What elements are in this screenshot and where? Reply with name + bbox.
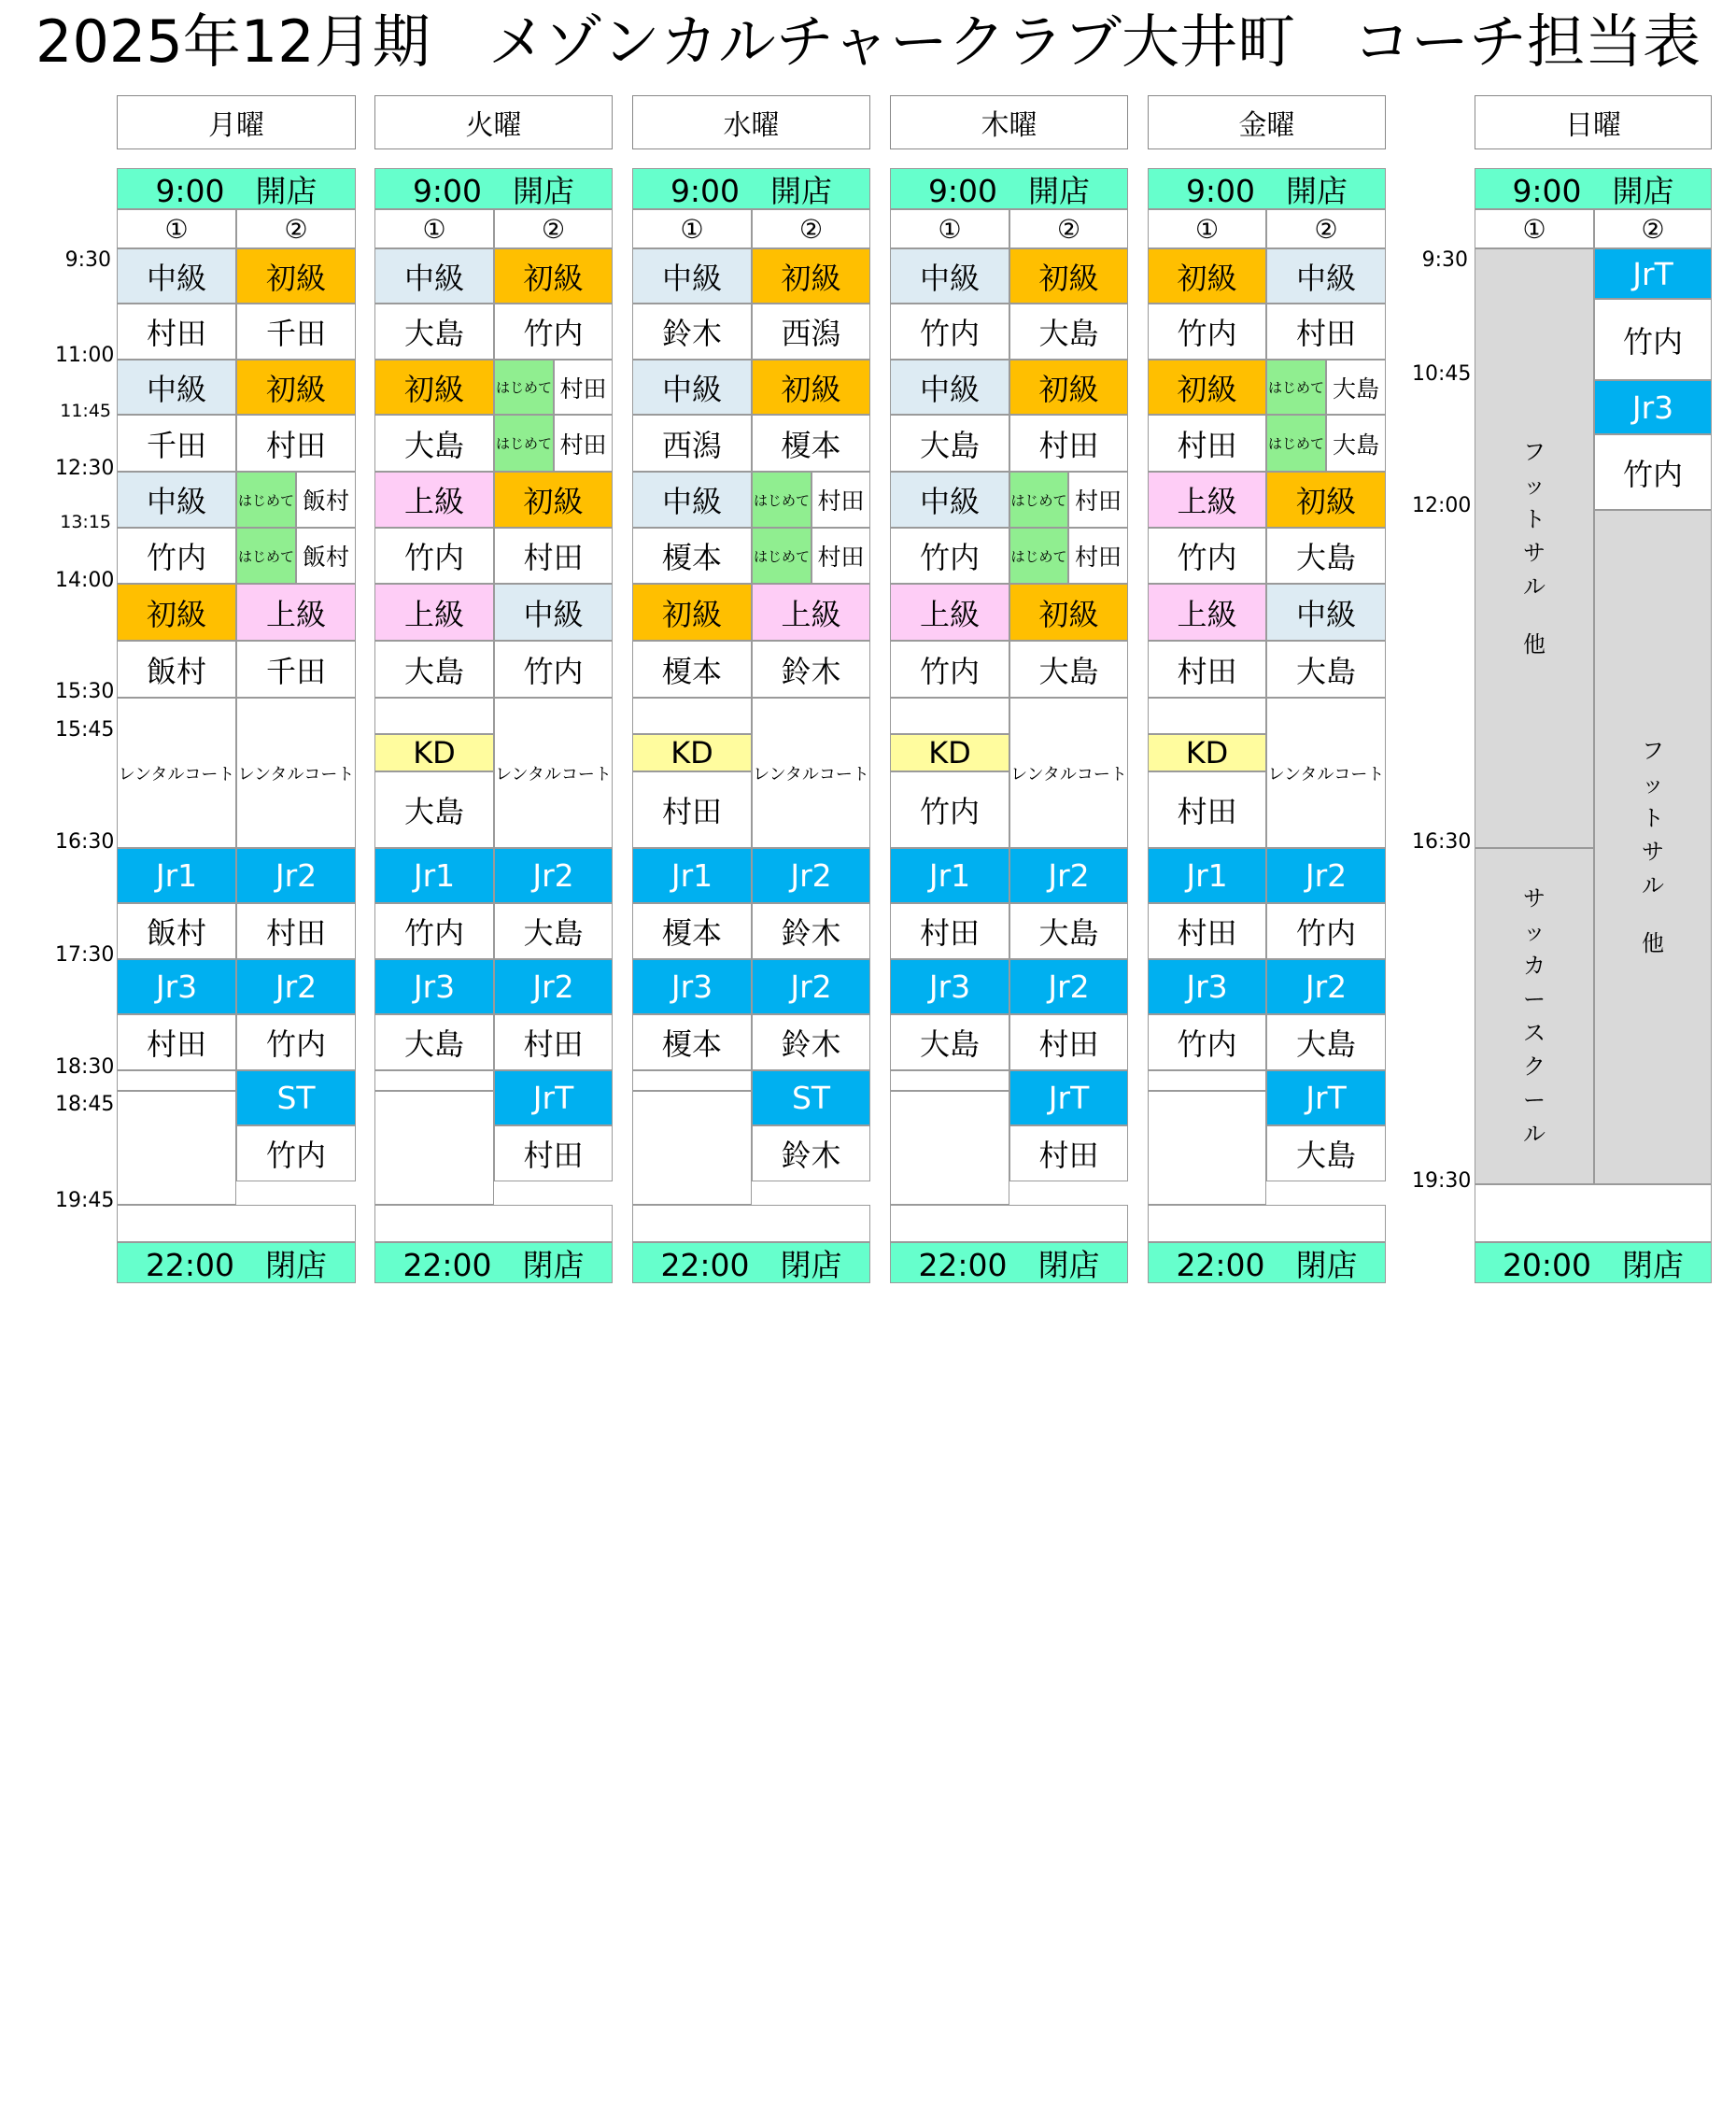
coach-name: 鈴木 (752, 903, 870, 959)
class-label: Jr2 (1009, 959, 1128, 1014)
time-label: 12:00 (1412, 494, 1472, 517)
class-label: Jr3 (117, 959, 236, 1014)
class-label: 初級 (1148, 248, 1266, 304)
class-label: 初級 (494, 472, 613, 528)
coach-name: 千田 (236, 641, 356, 698)
class-label: Jr3 (890, 959, 1009, 1014)
class-label: KD (1148, 734, 1266, 771)
empty-slot (890, 1070, 1009, 1091)
coach-name: 村田 (117, 1014, 236, 1070)
open-banner: 9:00 開店 (117, 168, 356, 209)
class-label: 上級 (1148, 584, 1266, 641)
vertical-char: ト (1642, 805, 1664, 831)
futsal-block (1594, 510, 1712, 1184)
time-label: 19:45 (55, 1189, 115, 1212)
coach-name: 榎本 (632, 903, 752, 959)
coach-name: 大島 (1326, 360, 1386, 415)
coach-name: 竹内 (1266, 903, 1386, 959)
class-label: 中級 (890, 472, 1009, 528)
class-label: 上級 (752, 584, 870, 641)
coach-name: 村田 (554, 415, 613, 472)
coach-name: 榎本 (632, 641, 752, 698)
class-label: Jr1 (117, 848, 236, 903)
soccer-school-block (1475, 848, 1594, 1184)
coach-name: 鈴木 (752, 641, 870, 698)
class-label: KD (374, 734, 494, 771)
hajime-tag: はじめて (752, 472, 812, 528)
empty-slot (1148, 1070, 1266, 1091)
court-number-2: ② (752, 209, 870, 248)
coach-name: 大島 (1009, 304, 1128, 360)
coach-name: 千田 (236, 304, 356, 360)
coach-name: 竹内 (890, 304, 1009, 360)
coach-name: 竹内 (236, 1125, 356, 1181)
day-header-4: 金曜 (1148, 95, 1386, 149)
vertical-char: ル (1523, 1121, 1545, 1147)
rental-court: レンタルコート (236, 698, 356, 848)
class-label: 中級 (117, 360, 236, 415)
coach-name: 飯村 (296, 528, 356, 584)
coach-name: 竹内 (494, 641, 613, 698)
close-banner: 22:00 閉店 (632, 1242, 870, 1283)
coach-name: 大島 (1266, 528, 1386, 584)
class-label: 初級 (374, 360, 494, 415)
page-title: 2025年12月期 メゾンカルチャークラブ大井町 コーチ担当表 (35, 7, 1701, 76)
coach-name: 村田 (494, 1125, 613, 1181)
class-label: 初級 (494, 248, 613, 304)
empty-slot (117, 1091, 236, 1205)
class-label: Jr3 (1594, 380, 1712, 434)
coach-name: 村田 (632, 771, 752, 848)
hajime-tag: はじめて (1266, 360, 1326, 415)
class-label: 中級 (890, 360, 1009, 415)
class-label: Jr2 (1266, 959, 1386, 1014)
vertical-char: ル (1523, 573, 1545, 600)
court-number-2: ② (236, 209, 356, 248)
open-banner: 9:00 開店 (1475, 168, 1712, 209)
coach-name: 大島 (1266, 641, 1386, 698)
time-label: 12:30 (55, 457, 115, 480)
class-label: Jr2 (494, 848, 613, 903)
vertical-char: ト (1523, 506, 1545, 532)
coach-name: 大島 (1326, 415, 1386, 472)
coach-name: 村田 (117, 304, 236, 360)
time-label: 10:45 (1412, 362, 1472, 386)
vertical-char: カ (1523, 953, 1545, 979)
coach-name: 竹内 (1594, 434, 1712, 510)
empty-slot (632, 1091, 752, 1205)
coach-name: 大島 (1266, 1014, 1386, 1070)
court-number-1: ① (374, 209, 494, 248)
time-label: 17:30 (55, 943, 115, 967)
empty-slot (117, 1070, 236, 1091)
coach-name: 村田 (812, 528, 870, 584)
coach-name: 竹内 (374, 528, 494, 584)
class-label: Jr2 (494, 959, 613, 1014)
class-label: 初級 (236, 360, 356, 415)
coach-name: 大島 (890, 1014, 1009, 1070)
class-label: 初級 (1009, 360, 1128, 415)
class-label: Jr1 (374, 848, 494, 903)
empty-slot (632, 1070, 752, 1091)
class-label: 上級 (374, 584, 494, 641)
class-label: 初級 (1148, 360, 1266, 415)
court-number-2: ② (1266, 209, 1386, 248)
coach-name: 村田 (1148, 641, 1266, 698)
coach-name: 西潟 (632, 415, 752, 472)
rental-court: レンタルコート (117, 698, 236, 848)
coach-name: 村田 (1148, 415, 1266, 472)
time-label: 9:30 (64, 248, 111, 272)
coach-name: 竹内 (1148, 1014, 1266, 1070)
empty-slot (632, 1205, 870, 1242)
class-label: Jr1 (890, 848, 1009, 903)
hajime-tag: はじめて (236, 472, 296, 528)
class-label: JrT (1594, 248, 1712, 299)
coach-name: 鈴木 (752, 1014, 870, 1070)
time-label: 15:30 (55, 680, 115, 703)
coach-name: 飯村 (117, 641, 236, 698)
time-label: 11:00 (55, 344, 115, 367)
empty-slot (117, 1205, 356, 1242)
time-label: 15:45 (55, 718, 115, 742)
open-banner: 9:00 開店 (374, 168, 613, 209)
class-label: Jr2 (752, 959, 870, 1014)
class-label: 中級 (117, 472, 236, 528)
class-label: 初級 (1266, 472, 1386, 528)
class-label: ST (752, 1070, 870, 1125)
empty-slot (1148, 1091, 1266, 1205)
court-number-1: ① (117, 209, 236, 248)
class-label: 中級 (494, 584, 613, 641)
class-label: 初級 (752, 248, 870, 304)
vertical-char: ー (1523, 1087, 1545, 1113)
coach-name: 飯村 (117, 903, 236, 959)
coach-name: 村田 (236, 903, 356, 959)
coach-name: 大島 (890, 415, 1009, 472)
coach-name: 大島 (374, 1014, 494, 1070)
coach-name: 村田 (1009, 1125, 1128, 1181)
class-label: KD (632, 734, 752, 771)
vertical-char: ー (1523, 986, 1545, 1012)
hajime-tag: はじめて (1009, 528, 1068, 584)
class-label: 中級 (374, 248, 494, 304)
class-label: 初級 (1009, 584, 1128, 641)
close-banner: 22:00 閉店 (890, 1242, 1128, 1283)
coach-name: 榎本 (632, 528, 752, 584)
vertical-char: ッ (1523, 919, 1545, 945)
coach-name: 竹内 (494, 304, 613, 360)
empty-slot (890, 1091, 1009, 1205)
class-label: 初級 (236, 248, 356, 304)
vertical-char: ッ (1642, 771, 1664, 798)
coach-name: 竹内 (236, 1014, 356, 1070)
court-number-2: ② (494, 209, 613, 248)
open-banner: 9:00 開店 (632, 168, 870, 209)
hajime-tag: はじめて (494, 415, 554, 472)
coach-name: 村田 (554, 360, 613, 415)
day-header-5: 日曜 (1475, 95, 1712, 149)
day-header-2: 水曜 (632, 95, 870, 149)
time-label: 14:00 (55, 569, 115, 592)
close-banner: 22:00 閉店 (117, 1242, 356, 1283)
coach-name: 村田 (1009, 415, 1128, 472)
coach-name: 村田 (494, 1014, 613, 1070)
hajime-tag: はじめて (1266, 415, 1326, 472)
class-label: JrT (494, 1070, 613, 1125)
rental-court: レンタルコート (1009, 698, 1128, 848)
class-label: 中級 (632, 472, 752, 528)
coach-name: 竹内 (890, 641, 1009, 698)
class-label: Jr2 (1009, 848, 1128, 903)
class-label: 中級 (632, 248, 752, 304)
coach-name: 鈴木 (752, 1125, 870, 1181)
class-label: 初級 (117, 584, 236, 641)
class-label: Jr2 (752, 848, 870, 903)
coach-name: 村田 (890, 903, 1009, 959)
class-label: 中級 (1266, 584, 1386, 641)
court-number-1: ① (1475, 209, 1594, 248)
close-banner: 22:00 閉店 (1148, 1242, 1386, 1283)
vertical-char: サ (1642, 839, 1664, 865)
vertical-char: ス (1523, 1020, 1545, 1046)
coach-name: 大島 (374, 771, 494, 848)
close-banner: 20:00 閉店 (1475, 1242, 1712, 1283)
class-label: JrT (1009, 1070, 1128, 1125)
coach-name: 村田 (494, 528, 613, 584)
empty-slot (374, 698, 494, 734)
court-number-1: ① (1148, 209, 1266, 248)
empty-slot (632, 698, 752, 734)
coach-name: 村田 (236, 415, 356, 472)
coach-name: 竹内 (1594, 299, 1712, 380)
class-label: 中級 (632, 360, 752, 415)
futsal-block (1475, 248, 1594, 848)
class-label: Jr2 (236, 959, 356, 1014)
coach-name: 大島 (374, 415, 494, 472)
day-header-1: 火曜 (374, 95, 613, 149)
court-number-2: ② (1009, 209, 1128, 248)
time-label: 18:45 (55, 1093, 115, 1116)
coach-name: 村田 (1068, 472, 1128, 528)
coach-name: 村田 (1148, 903, 1266, 959)
empty-slot (374, 1070, 494, 1091)
vertical-char: ク (1523, 1053, 1545, 1080)
coach-name: 飯村 (296, 472, 356, 528)
coach-name: 榎本 (752, 415, 870, 472)
day-header-0: 月曜 (117, 95, 356, 149)
coach-name: 大島 (374, 304, 494, 360)
hajime-tag: はじめて (1009, 472, 1068, 528)
coach-name: 竹内 (1148, 304, 1266, 360)
coach-name: 鈴木 (632, 304, 752, 360)
coach-name: 大島 (494, 903, 613, 959)
hajime-tag: はじめて (752, 528, 812, 584)
coach-name: 大島 (1266, 1125, 1386, 1181)
time-label: 19:30 (1412, 1169, 1472, 1193)
class-label: 初級 (632, 584, 752, 641)
class-label: JrT (1266, 1070, 1386, 1125)
day-header-3: 木曜 (890, 95, 1128, 149)
coach-name: 村田 (1266, 304, 1386, 360)
coach-name: 大島 (374, 641, 494, 698)
coach-name: 竹内 (890, 771, 1009, 848)
vertical-char: フ (1523, 439, 1545, 465)
time-label: 13:15 (60, 512, 111, 532)
class-label: 上級 (890, 584, 1009, 641)
vertical-char: ッ (1523, 473, 1545, 499)
time-label: 16:30 (1412, 830, 1472, 854)
empty-slot (374, 1091, 494, 1205)
coach-name: 千田 (117, 415, 236, 472)
vertical-char: 他 (1642, 930, 1664, 956)
hajime-tag: はじめて (236, 528, 296, 584)
rental-court: レンタルコート (494, 698, 613, 848)
coach-name: 西潟 (752, 304, 870, 360)
empty-slot (890, 698, 1009, 734)
time-label: 18:30 (55, 1055, 115, 1079)
time-label: 11:45 (60, 401, 111, 421)
empty-slot (890, 1205, 1128, 1242)
coach-name: 榎本 (632, 1014, 752, 1070)
coach-name: 竹内 (374, 903, 494, 959)
vertical-char: サ (1523, 540, 1545, 566)
court-number-2: ② (1594, 209, 1712, 248)
class-label: 上級 (236, 584, 356, 641)
class-label: Jr2 (236, 848, 356, 903)
empty-slot (1475, 1184, 1712, 1242)
time-label: 16:30 (55, 830, 115, 854)
vertical-char: サ (1523, 885, 1545, 912)
close-banner: 22:00 閉店 (374, 1242, 613, 1283)
coach-name: 村田 (1068, 528, 1128, 584)
class-label: Jr3 (374, 959, 494, 1014)
coach-name: 大島 (1009, 641, 1128, 698)
court-number-1: ① (632, 209, 752, 248)
class-label: KD (890, 734, 1009, 771)
open-banner: 9:00 開店 (890, 168, 1128, 209)
class-label: Jr1 (632, 848, 752, 903)
vertical-char: 他 (1523, 631, 1545, 658)
class-label: 中級 (1266, 248, 1386, 304)
coach-name: 村田 (812, 472, 870, 528)
class-label: 中級 (890, 248, 1009, 304)
court-number-1: ① (890, 209, 1009, 248)
class-label: 中級 (117, 248, 236, 304)
vertical-char: フ (1642, 738, 1664, 764)
class-label: Jr1 (1148, 848, 1266, 903)
coach-name: 竹内 (117, 528, 236, 584)
class-label: 上級 (1148, 472, 1266, 528)
class-label: 初級 (752, 360, 870, 415)
coach-name: 竹内 (890, 528, 1009, 584)
class-label: 上級 (374, 472, 494, 528)
class-label: 初級 (1009, 248, 1128, 304)
empty-slot (374, 1205, 613, 1242)
rental-court: レンタルコート (1266, 698, 1386, 848)
coach-name: 村田 (1009, 1014, 1128, 1070)
open-banner: 9:00 開店 (1148, 168, 1386, 209)
class-label: Jr2 (1266, 848, 1386, 903)
coach-name: 大島 (1009, 903, 1128, 959)
empty-slot (1148, 698, 1266, 734)
coach-name: 竹内 (1148, 528, 1266, 584)
class-label: ST (236, 1070, 356, 1125)
class-label: Jr3 (632, 959, 752, 1014)
vertical-char: ル (1642, 872, 1664, 898)
class-label: Jr3 (1148, 959, 1266, 1014)
empty-slot (1148, 1205, 1386, 1242)
rental-court: レンタルコート (752, 698, 870, 848)
coach-name: 村田 (1148, 771, 1266, 848)
hajime-tag: はじめて (494, 360, 554, 415)
time-label: 9:30 (1421, 248, 1468, 272)
